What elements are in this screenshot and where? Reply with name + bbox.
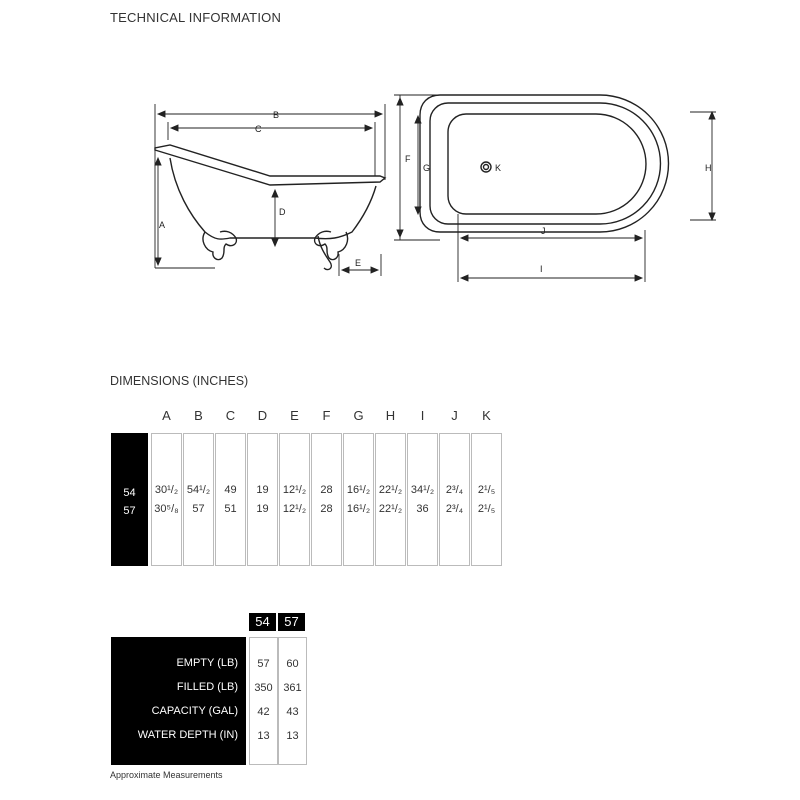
dim-cell: 12¹/₂	[282, 503, 307, 515]
dim-cell: 28	[320, 484, 333, 496]
diagram-label-g: G	[423, 163, 431, 173]
dim-cell: 19	[256, 484, 269, 496]
page-title: TECHNICAL INFORMATION	[110, 10, 282, 25]
dim-cell: 30⁵/₈	[154, 503, 179, 515]
dimensions-title: DIMENSIONS (INCHES)	[110, 374, 249, 388]
dim-header: D	[257, 408, 268, 423]
diagram-label-b: B	[273, 110, 280, 120]
weight-size-header: 57	[278, 613, 305, 631]
dim-cell: 54¹/₂	[186, 484, 211, 496]
weight-cell: 13	[257, 730, 270, 742]
weight-column-57	[278, 637, 307, 765]
dim-cell: 2³/₄	[445, 503, 464, 515]
footnote: Approximate Measurements	[110, 770, 223, 780]
dim-column-i	[407, 433, 438, 566]
dim-header: A	[162, 408, 171, 423]
dim-column-c	[215, 433, 246, 566]
weight-cell: 57	[257, 658, 270, 670]
diagram-label-d: D	[279, 207, 286, 217]
dim-cell: 57	[192, 503, 205, 515]
dim-column-j	[439, 433, 470, 566]
dim-header: J	[451, 408, 458, 423]
weight-cell: 42	[257, 706, 270, 718]
dim-cell: 51	[224, 503, 237, 515]
size-label: 54	[123, 487, 136, 499]
dim-header: E	[290, 408, 299, 423]
weight-size-header: 54	[249, 613, 276, 631]
dim-column-b	[183, 433, 214, 566]
diagram-label-f: F	[405, 154, 411, 164]
drain-hole-icon	[481, 162, 491, 172]
diagram-label-k: K	[495, 163, 502, 173]
dimensions-size-labels	[111, 484, 148, 520]
dim-cell: 28	[320, 503, 333, 515]
dim-header: I	[420, 408, 425, 423]
diagram-label-c: C	[255, 124, 262, 134]
tub-side-outline	[155, 145, 385, 185]
diagram-label-a: A	[159, 220, 166, 230]
weight-cell: 361	[283, 682, 302, 694]
dim-cell: 2¹/₅	[477, 503, 496, 515]
tub-side-body	[170, 158, 376, 239]
dim-cell: 22¹/₂	[378, 484, 403, 496]
dim-column-g	[343, 433, 374, 566]
dim-cell: 30¹/₂	[154, 484, 179, 496]
diagram-label-j: J	[541, 226, 546, 236]
weight-labels-block	[111, 637, 246, 765]
dim-header: G	[353, 408, 364, 423]
dim-column-h	[375, 433, 406, 566]
dim-cell: 16¹/₂	[346, 484, 371, 496]
dim-column-f	[311, 433, 342, 566]
weight-column-54	[249, 637, 278, 765]
dim-column-d	[247, 433, 278, 566]
weight-cell: 43	[286, 706, 299, 718]
weight-label-empty: EMPTY (LB)	[176, 657, 238, 669]
dim-header: H	[385, 408, 396, 423]
dim-header: C	[225, 408, 236, 423]
diagram-label-h: H	[705, 163, 712, 173]
tub-left-foot	[203, 231, 236, 259]
dim-cell: 34¹/₂	[410, 484, 435, 496]
dim-column-k	[471, 433, 502, 566]
weight-cell: 13	[286, 730, 299, 742]
dim-column-a	[151, 433, 182, 566]
dim-cell: 19	[256, 503, 269, 515]
dim-cell: 16¹/₂	[346, 503, 371, 515]
weight-cell: 60	[286, 658, 299, 670]
bathtub-technical-drawing	[0, 0, 800, 300]
dim-cell: 2¹/₅	[477, 484, 496, 496]
weight-label-filled: FILLED (LB)	[176, 681, 238, 693]
dim-cell: 36	[416, 503, 429, 515]
weight-label-capacity: CAPACITY (GAL)	[151, 705, 238, 717]
weight-cell: 350	[254, 682, 273, 694]
weight-label-water-depth: WATER DEPTH (IN)	[137, 729, 238, 741]
size-label: 57	[123, 505, 136, 517]
dim-cell: 22¹/₂	[378, 503, 403, 515]
dim-header: F	[322, 408, 331, 423]
dim-column-e	[279, 433, 310, 566]
dim-cell: 12¹/₂	[282, 484, 307, 496]
dim-header: K	[482, 408, 491, 423]
dim-cell: 49	[224, 484, 237, 496]
tub-top-rim	[430, 103, 660, 224]
dim-cell: 2³/₄	[445, 484, 464, 496]
diagram-label-e: E	[355, 258, 362, 268]
tub-top-basin	[448, 114, 646, 214]
diagram-label-i: I	[540, 264, 543, 274]
dim-header: B	[194, 408, 203, 423]
